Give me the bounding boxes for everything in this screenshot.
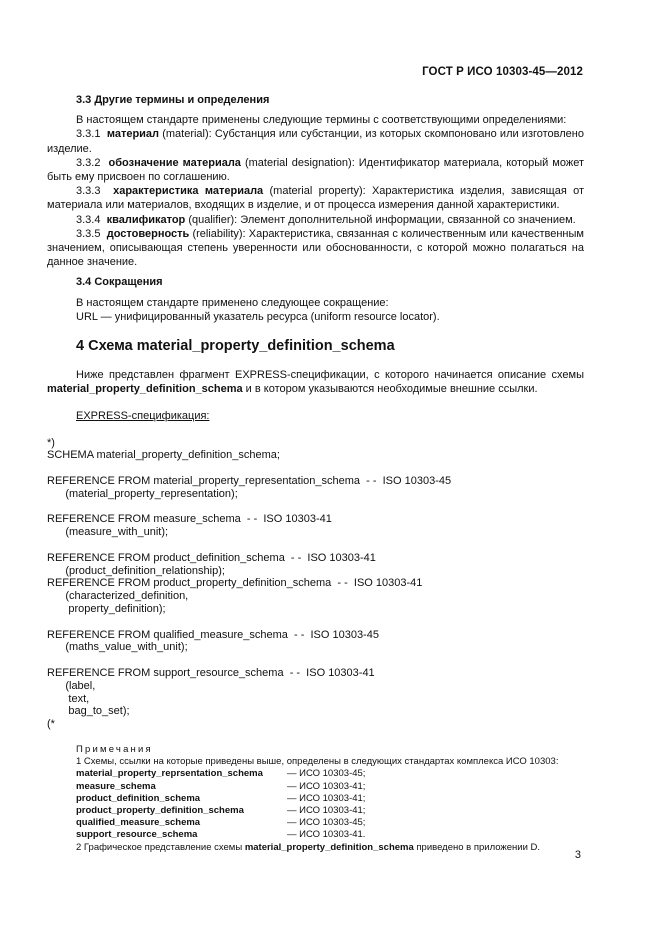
schema-reference-standard: — ИСО 10303-41. [287,829,366,841]
document-id-header: ГОСТ Р ИСО 10303-45—2012 [422,66,583,78]
note-2-text: 2 Графическое представление схемы [76,841,245,853]
term-3-3-3 [47,184,584,212]
schema-reference-name: support_resource_schema [76,829,198,841]
term-number: 3.3.4 [76,213,101,226]
abbreviation-url: URL — унифицированный указатель ресурса (uniform resource locator). [76,310,440,323]
schema-reference-standard: — ИСО 10303-45; [287,817,366,829]
express-spec-label: EXPRESS-спецификация: [76,410,210,423]
section-3-4-intro: В настоящем стандарте применено следующее сокращение: [76,296,389,309]
notes-block [76,744,584,854]
page-number: 3 [574,849,581,861]
note-2 [76,842,584,854]
schema-reference-row [76,829,584,841]
schema-reference-name: qualified_measure_schema [76,817,201,829]
schema-reference-standard: — ИСО 10303-41; [287,805,366,816]
schema-name: material_property_definition_schema [47,383,243,396]
schema-reference-name: product_property_definition_schema [76,805,244,816]
term-3-3-1 [47,127,584,155]
schema-reference-standard: — ИСО 10303-41; [287,780,366,792]
notes-title: Примечания [76,743,153,755]
section-3-3-title: 3.3 Другие термины и определения [76,94,270,106]
schema-reference-name: material_property_reprsentation_schema [76,768,263,780]
term-definition: (qualifier): Элемент дополнительной информации, связанной со значением. [185,213,576,226]
note-1: 1 Схемы, ссылки на которые приведены выше, определены в следующих стандартах комплекса ИСО 10303: [76,756,559,768]
term-name: характеристика материала [113,185,264,198]
term-definition: (material designation): Идентификатор материала, который может быть ему присвоен по соглашению. [47,156,584,184]
intro-text-end: и в котором указываются необходимые внешние ссылки. [242,383,538,396]
term-name: квалификатор [106,213,186,226]
term-number: 3.3.2 [76,156,101,169]
intro-text: Ниже представлен фрагмент EXPRESS-спецификации, с которого начинается описание схемы [76,369,584,382]
section-3-4-title: 3.4 Сокращения [76,276,163,289]
section-3-3-intro: В настоящем стандарте применены следующие термины с соответствующими определениями: [76,114,567,127]
term-name: материал [106,128,160,141]
schema-reference-row [76,768,584,780]
term-definition: (material property): Характеристика изделия, зависящая от материала или материалов, входящих в изделие, и от процесса измерения данной характеристики. [47,185,584,212]
term-name: обозначение материала [108,156,241,169]
term-number: 3.3.5 [76,227,101,240]
term-3-3-5 [47,227,584,270]
page-content [47,93,584,854]
schema-reference-row [76,805,584,817]
schema-name: material_property_definition_schema [244,841,414,853]
schema-reference-row [76,793,584,805]
express-code-block: *) SCHEMA material_property_definition_schema; REFERENCE FROM material_property_representation_schema - - ISO 10303-45 (material_property_representation); REFERENCE FROM measure_schema - - ISO 10303-41 (measure_with_unit); REFERENCE FROM product_definition_schema - - ISO 10303-41 (product_definition_relationship); REFERENCE FROM product_property_definition_schema - - ISO 10303-41 (characterized_definition, property_definition); REFERENCE FROM qualified_measure_schema - - ISO 10303-45 (maths_value_with_unit); REFERENCE FROM support_resource_schema - - ISO 10303-41 (label, text, bag_to_set); (* [47,436,452,731]
term-3-3-4 [47,213,584,227]
schema-reference-list [76,768,584,841]
schema-reference-name: measure_schema [76,780,156,792]
schema-reference-standard: — ИСО 10303-45; [287,768,366,780]
note-2-text-end: приведено в приложении D. [413,841,541,853]
term-definition: (reliability): Характеристика, связанная с количественным или качественным значением, описывающая степень уверенности или обоснованности, с которой можно полагаться на данное значение. [47,227,584,269]
schema-reference-name: product_definition_schema [76,792,201,804]
schema-reference-row [76,781,584,793]
term-name: достоверность [106,227,190,240]
section-4-title: 4 Схема material_property_definition_schema [76,338,395,355]
schema-reference-row [76,817,584,829]
term-3-3-2 [47,156,584,184]
schema-reference-standard: — ИСО 10303-41; [287,792,366,804]
section-4-intro [47,368,584,396]
term-number: 3.3.1 [76,128,101,141]
term-definition: (material): Субстанция или субстанции, из которых скомпоновано или изготовлено изделие. [47,128,584,155]
term-number: 3.3.3 [76,185,101,198]
